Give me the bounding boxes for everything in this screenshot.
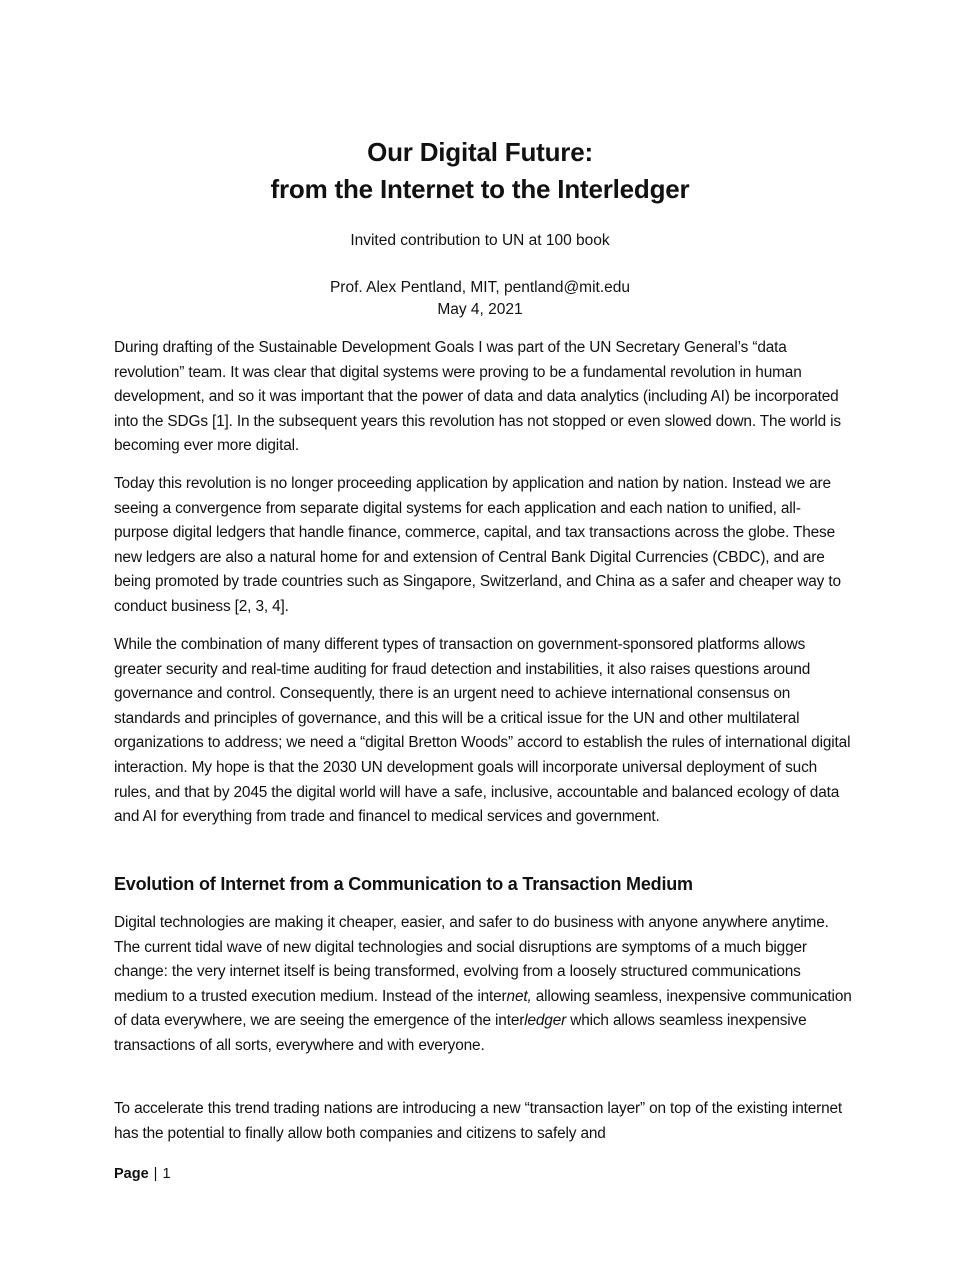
- paragraph-4-part-c: which allows seamless inexpensive transactions of all sorts, everywhere and with everyone.: [114, 1012, 807, 1054]
- date-line: May 4, 2021: [437, 301, 523, 318]
- page-number: 1: [162, 1166, 171, 1182]
- page-footer: [114, 1164, 171, 1184]
- paragraph-2-text: Today this revolution is no longer proceeding application by application and nation by nation. Instead we are seeing a convergence from separate digital systems for each application and each nation to unified, all-purpose digital ledgers that handle finance, commerce, capital, and tax transactions across the globe. These new ledgers are also a natural home for and extension of Central Bank Digital Currencies (CBDC), and are being promoted by trade countries such as Singapore, Switzerland, and China as a safer and cheaper way to conduct business [2, 3, 4].: [114, 475, 841, 615]
- paragraph-4: [114, 911, 854, 1059]
- document-subtitle: Invited contribution to UN at 100 book: [350, 232, 610, 249]
- paragraph-5: [114, 1097, 854, 1146]
- title-line-2: from the Internet to the Interledger: [270, 174, 690, 204]
- title-line-1: Our Digital Future:: [367, 137, 593, 167]
- document-title: [0, 134, 960, 208]
- paragraph-1: [114, 336, 854, 459]
- paragraph-3: [114, 633, 854, 830]
- section-heading: Evolution of Internet from a Communication to a Transaction Medium: [114, 874, 693, 894]
- paragraph-5-text: To accelerate this trend trading nations are introducing a new “transaction layer” on top of the existing internet has the potential to finally allow both companies and citizens to safely and: [114, 1100, 843, 1142]
- paragraph-4-part-b: allowing seamless, inexpensive communication of data everywhere, we are seeing the emergence of the inter: [114, 987, 852, 1030]
- author-line: Prof. Alex Pentland, MIT, pentland@mit.edu: [329, 279, 631, 296]
- page-label: Page: [114, 1166, 149, 1182]
- paragraph-3-text: While the combination of many different types of transaction on government-sponsored platforms allows greater security and real-time auditing for fraud detection and instabilities, it also raises questions around governance and control. Consequently, there is an urgent need to achieve international consensus on standards and principles of governance, and this will be a critical issue for the UN and other multilateral organizations to address; we need a “digital Bretton Woods” accord to establish the rules of international digital interaction. My hope is that the 2030 UN development goals will incorporate universal deployment of such rules, and that by 2045 the digital world will have a safe, inclusive, accountable and balanced ecology of data and AI for everything from trade and financel to medical services and government.: [114, 636, 851, 826]
- paragraph-4-text: [114, 911, 854, 1059]
- interledger-emphasis: ledger: [524, 1012, 567, 1030]
- internet-emphasis: net,: [506, 987, 532, 1005]
- page-separator: |: [153, 1166, 158, 1182]
- paragraph-4-part-a: Digital technologies are making it cheaper, easier, and safer to do business with anyone anywhere anytime. The current tidal wave of new digital technologies and social disruptions are symptoms of a much bigger change: the very internet itself is being transformed, evolving from a loosely structured communications medium to a trusted execution medium. Instead of the inter: [114, 914, 829, 1005]
- paragraph-1-text: During drafting of the Sustainable Development Goals I was part of the UN Secretary General’s “data revolution” team. It was clear that digital systems were proving to be a fundamental revolution in human development, and so it was important that the power of data and data analytics (including AI) be incorporated into the SDGs [1]. In the subsequent years this revolution has not stopped or even slowed down. The world is becoming ever more digital.: [114, 339, 841, 455]
- paragraph-2: [114, 472, 854, 620]
